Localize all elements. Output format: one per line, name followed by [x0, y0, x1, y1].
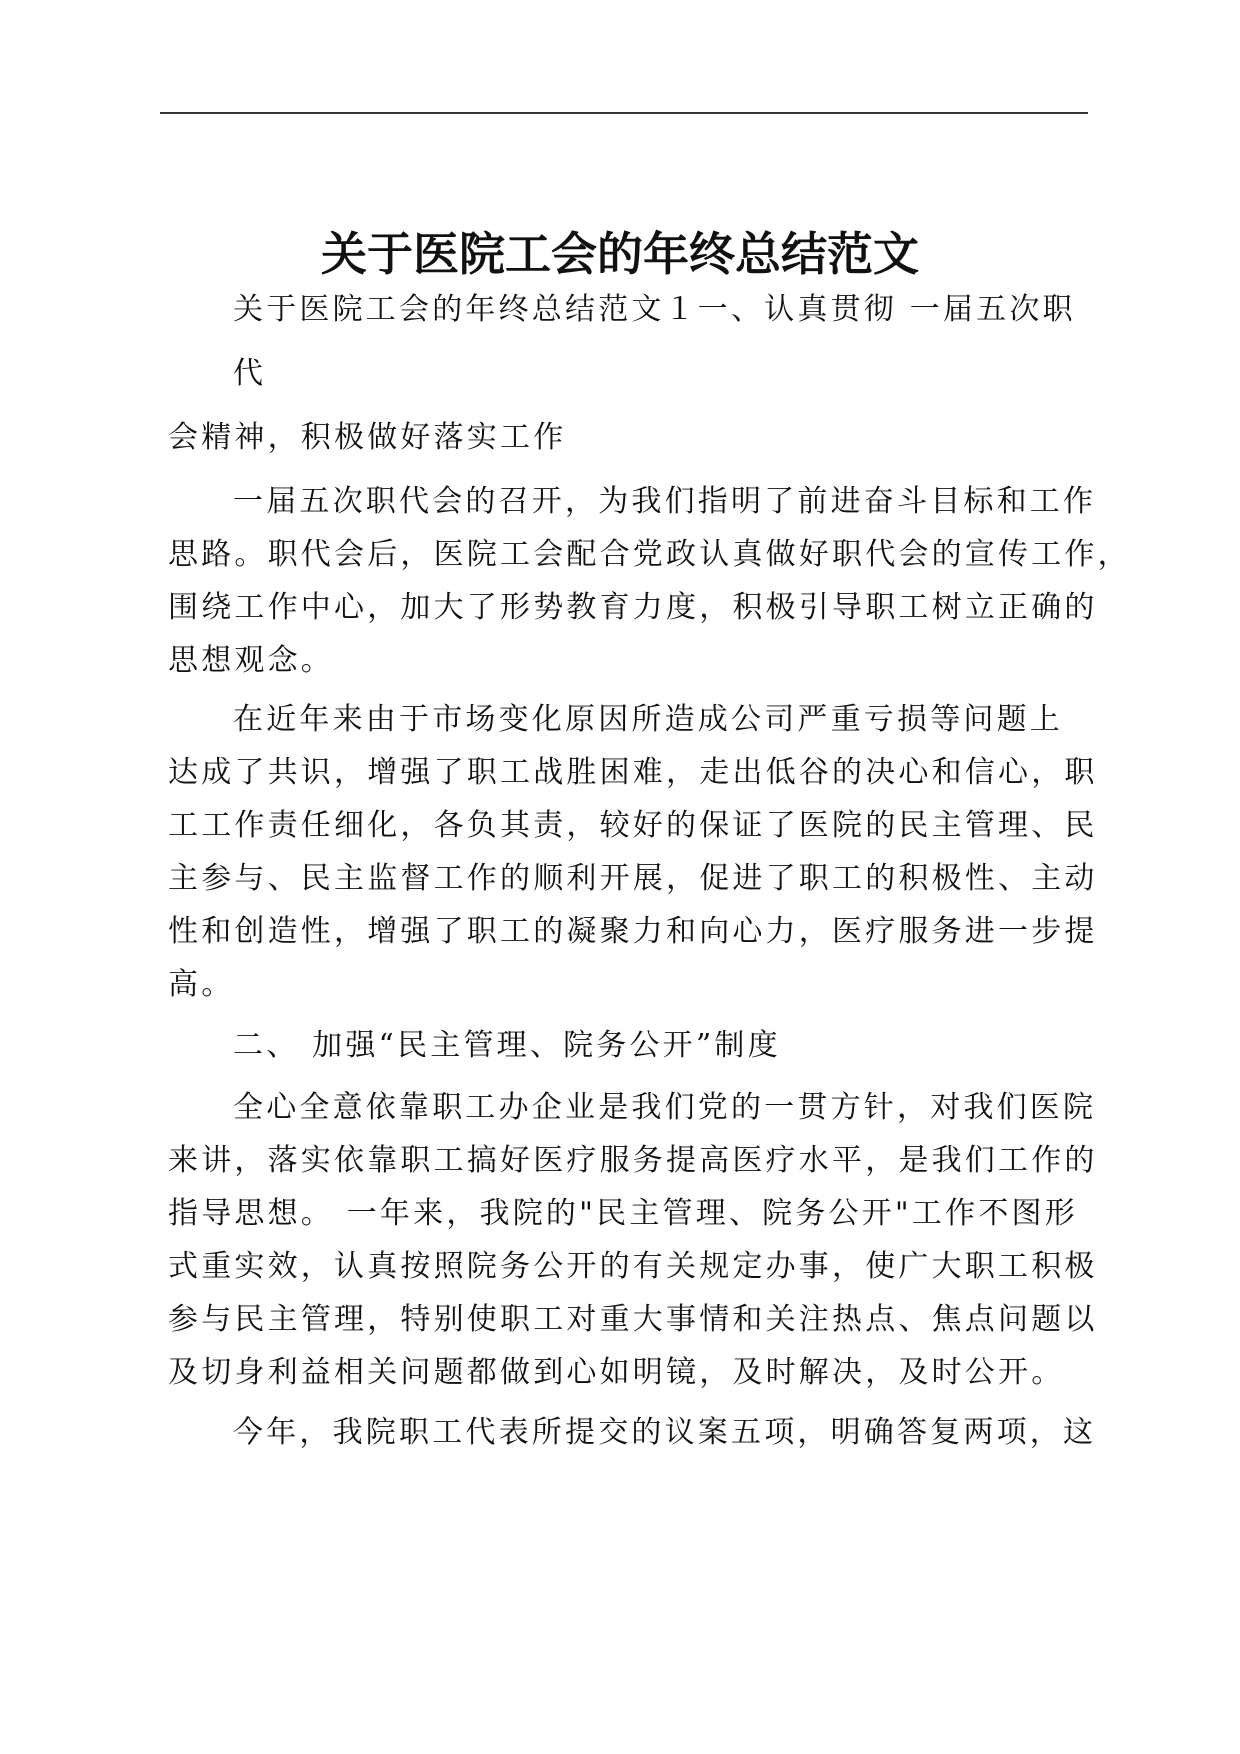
- body-line: 指导思想。 一年来，我院的"民主管理、院务公开"工作不图形: [168, 1196, 1078, 1231]
- body-line: 思想观念。: [168, 643, 334, 678]
- body-line: 高。: [168, 967, 235, 1002]
- body-line: 一届五次职代会的召开，为我们指明了前进奋斗目标和工作: [233, 484, 1097, 519]
- body-line: 工工作责任细化，各负其责，较好的保证了医院的民主管理、民: [168, 808, 1098, 843]
- body-line: 达成了共识，增强了职工战胜困难，走出低谷的决心和信心，职: [168, 755, 1098, 790]
- body-line: 思路。职代会后，医院工会配合党政认真做好职代会的宣传工作，: [168, 537, 1131, 572]
- body-line: 式重实效，认真按照院务公开的有关规定办事，使广大职工积极: [168, 1249, 1098, 1284]
- body-line: 会精神，积极做好落实工作: [168, 420, 567, 455]
- body-line: 关于医院工会的年终总结范文１一、认真贯彻 一届五次职: [233, 292, 1076, 327]
- body-line: 参与民主管理，特别使职工对重大事情和关注热点、焦点问题以: [168, 1302, 1098, 1337]
- body-line: 全心全意依靠职工办企业是我们党的一贯方针，对我们医院: [233, 1090, 1097, 1125]
- body-line: 代: [233, 356, 267, 391]
- body-line: 及切身利益相关问题都做到心如明镜，及时解决，及时公开。: [168, 1355, 1065, 1390]
- body-line: 性和创造性，增强了职工的凝聚力和向心力，医疗服务进一步提: [168, 914, 1098, 949]
- body-line: 围绕工作中心，加大了形势教育力度，积极引导职工树立正确的: [168, 590, 1098, 625]
- body-line: 来讲，落实依靠职工搞好医疗服务提高医疗水平，是我们工作的: [168, 1143, 1098, 1178]
- section-heading: 二、 加强“民主管理、院务公开”制度: [233, 1028, 781, 1063]
- body-line: 今年，我院职工代表所提交的议案五项，明确答复两项，这: [233, 1415, 1097, 1450]
- body-line: 主参与、民主监督工作的顺利开展，促进了职工的积极性、主动: [168, 861, 1098, 896]
- body-line: 在近年来由于市场变化原因所造成公司严重亏损等问题上: [233, 702, 1063, 737]
- header-rule: [160, 112, 1088, 114]
- document-title: 关于医院工会的年终总结范文: [321, 227, 919, 281]
